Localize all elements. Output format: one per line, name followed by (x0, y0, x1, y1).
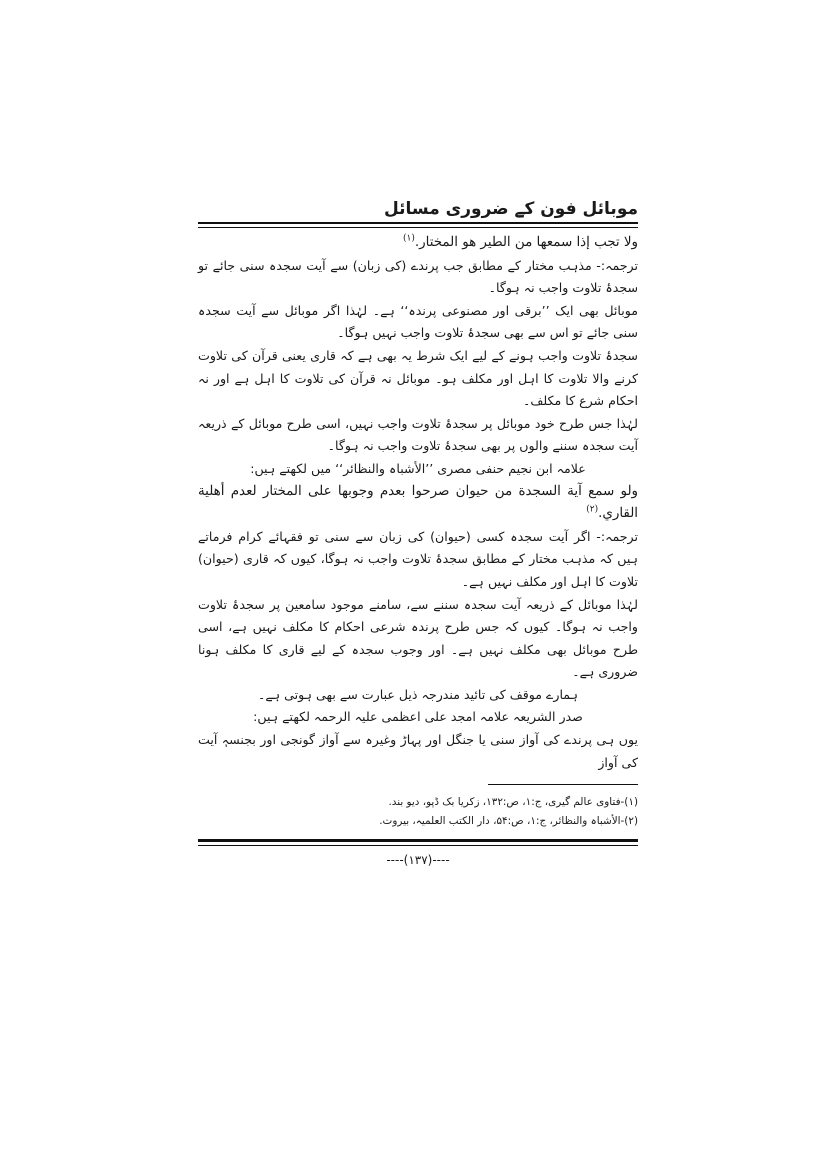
page-number: ----(۱۳۷)---- (386, 853, 450, 868)
footer-double-rule (198, 839, 638, 846)
support-statement: ہمارے موقف کی تائید مندرجہ ذیل عبارت سے بھی ہوتی ہے۔ (258, 686, 578, 702)
translation-paragraph-2: ترجمہ:- اگر آیت سجدہ کسی (حیوان) کی زبان سے سنی تو فقہائے کرام فرماتے ہیں کہ مذہب مختار کے مطابق سجدۂ تلاوت واجب نہ ہوگا، کیوں کہ قاری (حیوان) تلاوت کا اہل اور مکلف نہیں ہے۔ (198, 528, 638, 589)
page-body (198, 232, 638, 774)
reciter-condition-paragraph: سجدۂ تلاوت واجب ہونے کے لیے ایک شرط یہ بھی ہے کہ قاری یعنی قرآن کی تلاوت کرنے والا تلاوت کا اہل اور مکلف ہو۔ موبائل نہ قرآن کی تلاوت کا اہل ہے اور نہ احکام شرع کا مکلف۔ (198, 347, 638, 409)
footnote-1: (۱)-فتاوی عالم گیری، ج:۱، ص:۱۳۲، زکریا بک ڈپو، دیو بند. (388, 796, 638, 809)
footnotes (198, 793, 638, 831)
header-double-rule (198, 222, 638, 228)
footnote-ref-1[interactable]: (۱) (403, 233, 415, 244)
footnote-2: (۲)-الأشباہ والنظائر، ج:۱، ص:۵۴، دار الکتب العلمیہ، بیروت. (379, 815, 638, 828)
running-head: موبائل فون کے ضروری مسائل (383, 199, 638, 219)
sadr-ush-shariah-intro: صدر الشریعہ علامہ امجد علی اعظمی علیہ الرحمہ لکھتے ہیں: (253, 709, 583, 725)
book-page (198, 196, 638, 867)
ibn-nujaim-intro: علامہ ابن نجیم حنفی مصری ’’الأشباہ والنظائر‘‘ میں لکھتے ہیں: (250, 460, 586, 476)
arabic-opening-text: ولا تجب إذا سمعها من الطیر هو المختار. (414, 235, 638, 250)
bahar-quote-line: یوں ہی پرندے کی آواز سنی یا جنگل اور پہاڑ وغیرہ سے آواز گونجی اور بجنسہٖ آیت کی آواز (198, 732, 638, 770)
conclusion-paragraph-2: لہٰذا موبائل کے ذریعہ آیت سجدہ سننے سے، سامنے موجود سامعین پر سجدۂ تلاوت واجب نہ ہوگا۔ کیوں کہ جس طرح پرندہ شرعی احکام کا مکلف نہیں ہے، اسی طرح موبائل بھی مکلف نہیں ہے۔ اور وجوب سجدہ کے لیے قاری کا مکلف ہونا ضروری ہے۔ (198, 596, 638, 680)
arabic-quote (198, 481, 638, 526)
footer-rule (198, 839, 638, 846)
footnote-separator (488, 784, 638, 785)
conclusion-paragraph-1: لہٰذا جس طرح خود موبائل پر سجدۂ تلاوت واجب نہیں، اسی طرح موبائل کے ذریعہ آیت سجدہ سننے والوں پر بھی سجدۂ تلاوت واجب نہ ہوگا۔ (198, 415, 638, 454)
translation-paragraph-1: ترجمہ:- مذہب مختار کے مطابق جب پرندے (کی زبان) سے آیت سجدہ سنی جائے تو سجدۂ تلاوت واجب نہ ہوگا۔ (198, 257, 638, 296)
mobile-bird-paragraph: موبائل بھی ایک ’’برقی اور مصنوعی پرندہ‘‘ ہے۔ لہٰذا اگر موبائل سے آیت سجدہ سنی جائے تو اس سے بھی سجدۂ تلاوت واجب نہیں ہوگا۔ (198, 302, 638, 341)
arabic-quote-text: ولو سمع آیة السجدة من حیوان صرحوا بعدم وجوبها علی المختار لعدم أهلیة القاري. (198, 483, 638, 522)
arabic-opening-line (198, 232, 638, 255)
footnote-ref-2[interactable]: (۲) (586, 504, 599, 515)
